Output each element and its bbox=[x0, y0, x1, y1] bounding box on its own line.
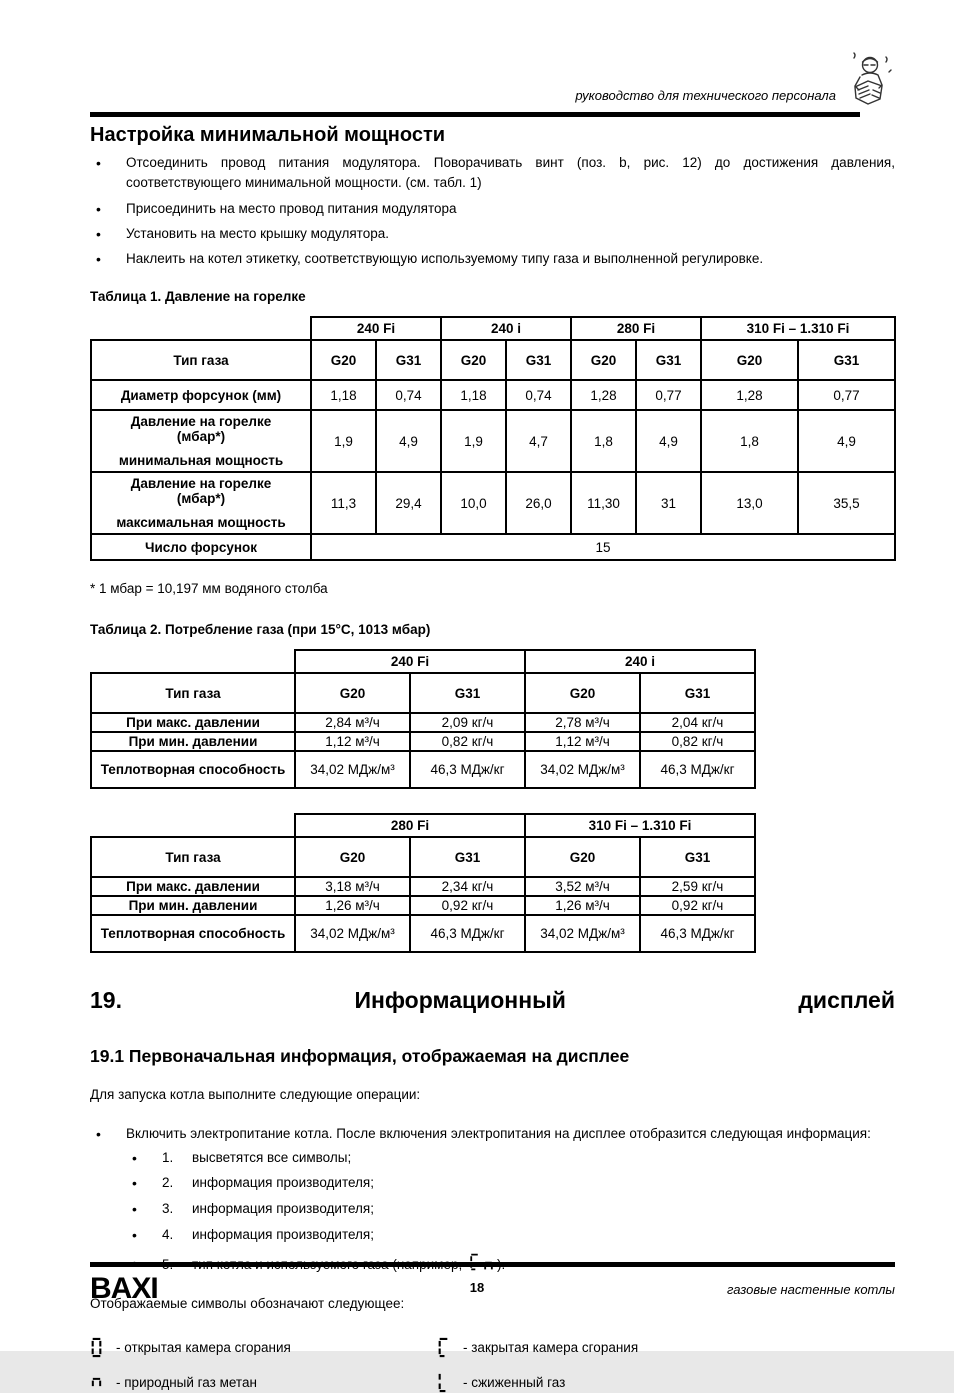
intro-paragraph: Для запуска котла выполните следующие операции: bbox=[90, 1087, 421, 1103]
header-rule bbox=[90, 112, 860, 117]
table-row: Давление на горелке (мбар*) минимальная мощность 1,9 4,9 1,9 4,7 1,8 4,9 1,8 4,9 bbox=[91, 410, 895, 472]
table1-caption: Таблица 1. Давление на горелке bbox=[90, 289, 306, 305]
model-header: 240 Fi bbox=[311, 317, 441, 340]
table-row: Теплотворная способность 34,02 МДж/м³ 46,3 МДж/кг 34,02 МДж/м³ 46,3 МДж/кг bbox=[91, 915, 755, 952]
seg-zero-icon bbox=[90, 1337, 116, 1358]
model-header: 240 i bbox=[525, 650, 755, 673]
table-row: Диаметр форсунок (мм) 1,18 0,74 1,18 0,74 1,28 0,77 1,28 0,77 bbox=[91, 380, 895, 410]
display-info-bullet-list bbox=[90, 1124, 895, 1276]
seg-n-icon bbox=[90, 1377, 116, 1388]
model-header: 310 Fi – 1.310 Fi bbox=[701, 317, 895, 340]
baxi-logo: BAXI bbox=[90, 1272, 158, 1305]
footer-rule bbox=[90, 1262, 895, 1267]
list-item: • Присоединить на место провод питания модулятора bbox=[90, 199, 895, 219]
symbols-intro: Отображаемые символы обозначают следующее: bbox=[90, 1296, 405, 1312]
list-item: • 1. высветятся все символы; bbox=[126, 1148, 895, 1169]
model-header: 240 Fi bbox=[295, 650, 525, 673]
table-row: Число форсунок 15 bbox=[91, 534, 895, 560]
table-gas-consumption-280-310 bbox=[90, 813, 756, 953]
min-power-bullet-list bbox=[90, 153, 895, 269]
table-row: При мин. давлении 1,12 м³/ч 0,82 кг/ч 1,12 м³/ч 0,82 кг/ч bbox=[91, 732, 755, 751]
table-row: При макс. давлении 3,18 м³/ч 2,34 кг/ч 3,52 м³/ч 2,59 кг/ч bbox=[91, 877, 755, 896]
page-number: 18 bbox=[469, 1280, 485, 1295]
list-item: • Включить электропитание котла. После включения электропитания на дисплее отобразится следующая информация: • 1. высветятся все символы; • 2. информация производителя; • 3. информация производителя; • 4. информация производителя; • bbox=[90, 1124, 895, 1276]
list-item: • Установить на место крышку модулятора. bbox=[90, 224, 895, 244]
table1-footnote: * 1 мбар = 10,197 мм водяного столба bbox=[90, 581, 328, 597]
model-header: 280 Fi bbox=[295, 814, 525, 837]
section-number: 19. bbox=[90, 987, 122, 1014]
header-tagline: руководство для технического персонала bbox=[575, 88, 836, 103]
legend-item: - закрытая камера сгорания bbox=[437, 1337, 895, 1358]
section-19-title: 19. Информационный дисплей bbox=[90, 987, 895, 1014]
model-header: 240 i bbox=[441, 317, 571, 340]
page-title: Настройка минимальной мощности bbox=[90, 124, 446, 146]
table-row: Теплотворная способность 34,02 МДж/м³ 46,3 МДж/кг 34,02 МДж/м³ 46,3 МДж/кг bbox=[91, 751, 755, 788]
model-header: 310 Fi – 1.310 Fi bbox=[525, 814, 755, 837]
symbol-legend bbox=[90, 1337, 895, 1393]
table-row: Тип газа G20 G31 G20 G31 bbox=[91, 673, 755, 713]
table-row bbox=[91, 650, 755, 673]
list-item: • 4. информация производителя; bbox=[126, 1225, 895, 1246]
list-item: • Наклеить на котел этикетку, соответствующую используемому типу газа и выполненной регулировке. bbox=[90, 249, 895, 269]
list-item: • 3. информация производителя; bbox=[126, 1199, 895, 1220]
table-row bbox=[91, 814, 755, 837]
startup-steps-list bbox=[126, 1148, 895, 1277]
legend-item: - сжиженный газ bbox=[437, 1372, 895, 1393]
list-item: • Отсоединить провод питания модулятора. Поворачивать винт (поз. b, рис. 12) до достижения давления, соответствующего минимальной мощности. (см. табл. 1) bbox=[90, 153, 895, 194]
table-row: При мин. давлении 1,26 м³/ч 0,92 кг/ч 1,26 м³/ч 0,92 кг/ч bbox=[91, 896, 755, 915]
legend-item: - открытая камера сгорания bbox=[90, 1337, 437, 1358]
table-row: При макс. давлении 2,84 м³/ч 2,09 кг/ч 2,78 м³/ч 2,04 кг/ч bbox=[91, 713, 755, 732]
table-row bbox=[91, 317, 895, 340]
table-row: Тип газа G20 G31 G20 G31 G20 G31 G20 G31 bbox=[91, 340, 895, 380]
seg-c-icon bbox=[437, 1337, 463, 1358]
table2-caption: Таблица 2. Потребление газа (при 15°С, 1013 мбар) bbox=[90, 622, 431, 638]
legend-item: - природный газ метан bbox=[90, 1372, 437, 1393]
list-item: • 2. информация производителя; bbox=[126, 1173, 895, 1194]
table-row: Давление на горелке (мбар*) максимальная мощность 11,3 29,4 10,0 26,0 11,30 31 13,0 35,5 bbox=[91, 472, 895, 534]
seg-l-icon bbox=[437, 1372, 463, 1393]
table-row: Тип газа G20 G31 G20 G31 bbox=[91, 837, 755, 877]
footer-tagline: газовые настенные котлы bbox=[727, 1282, 895, 1297]
model-header: 280 Fi bbox=[571, 317, 701, 340]
table-burner-pressure bbox=[90, 316, 896, 561]
section-19-1-title: 19.1 Первоначальная информация, отображаемая на дисплее bbox=[90, 1046, 630, 1067]
table-gas-consumption-240 bbox=[90, 649, 756, 789]
